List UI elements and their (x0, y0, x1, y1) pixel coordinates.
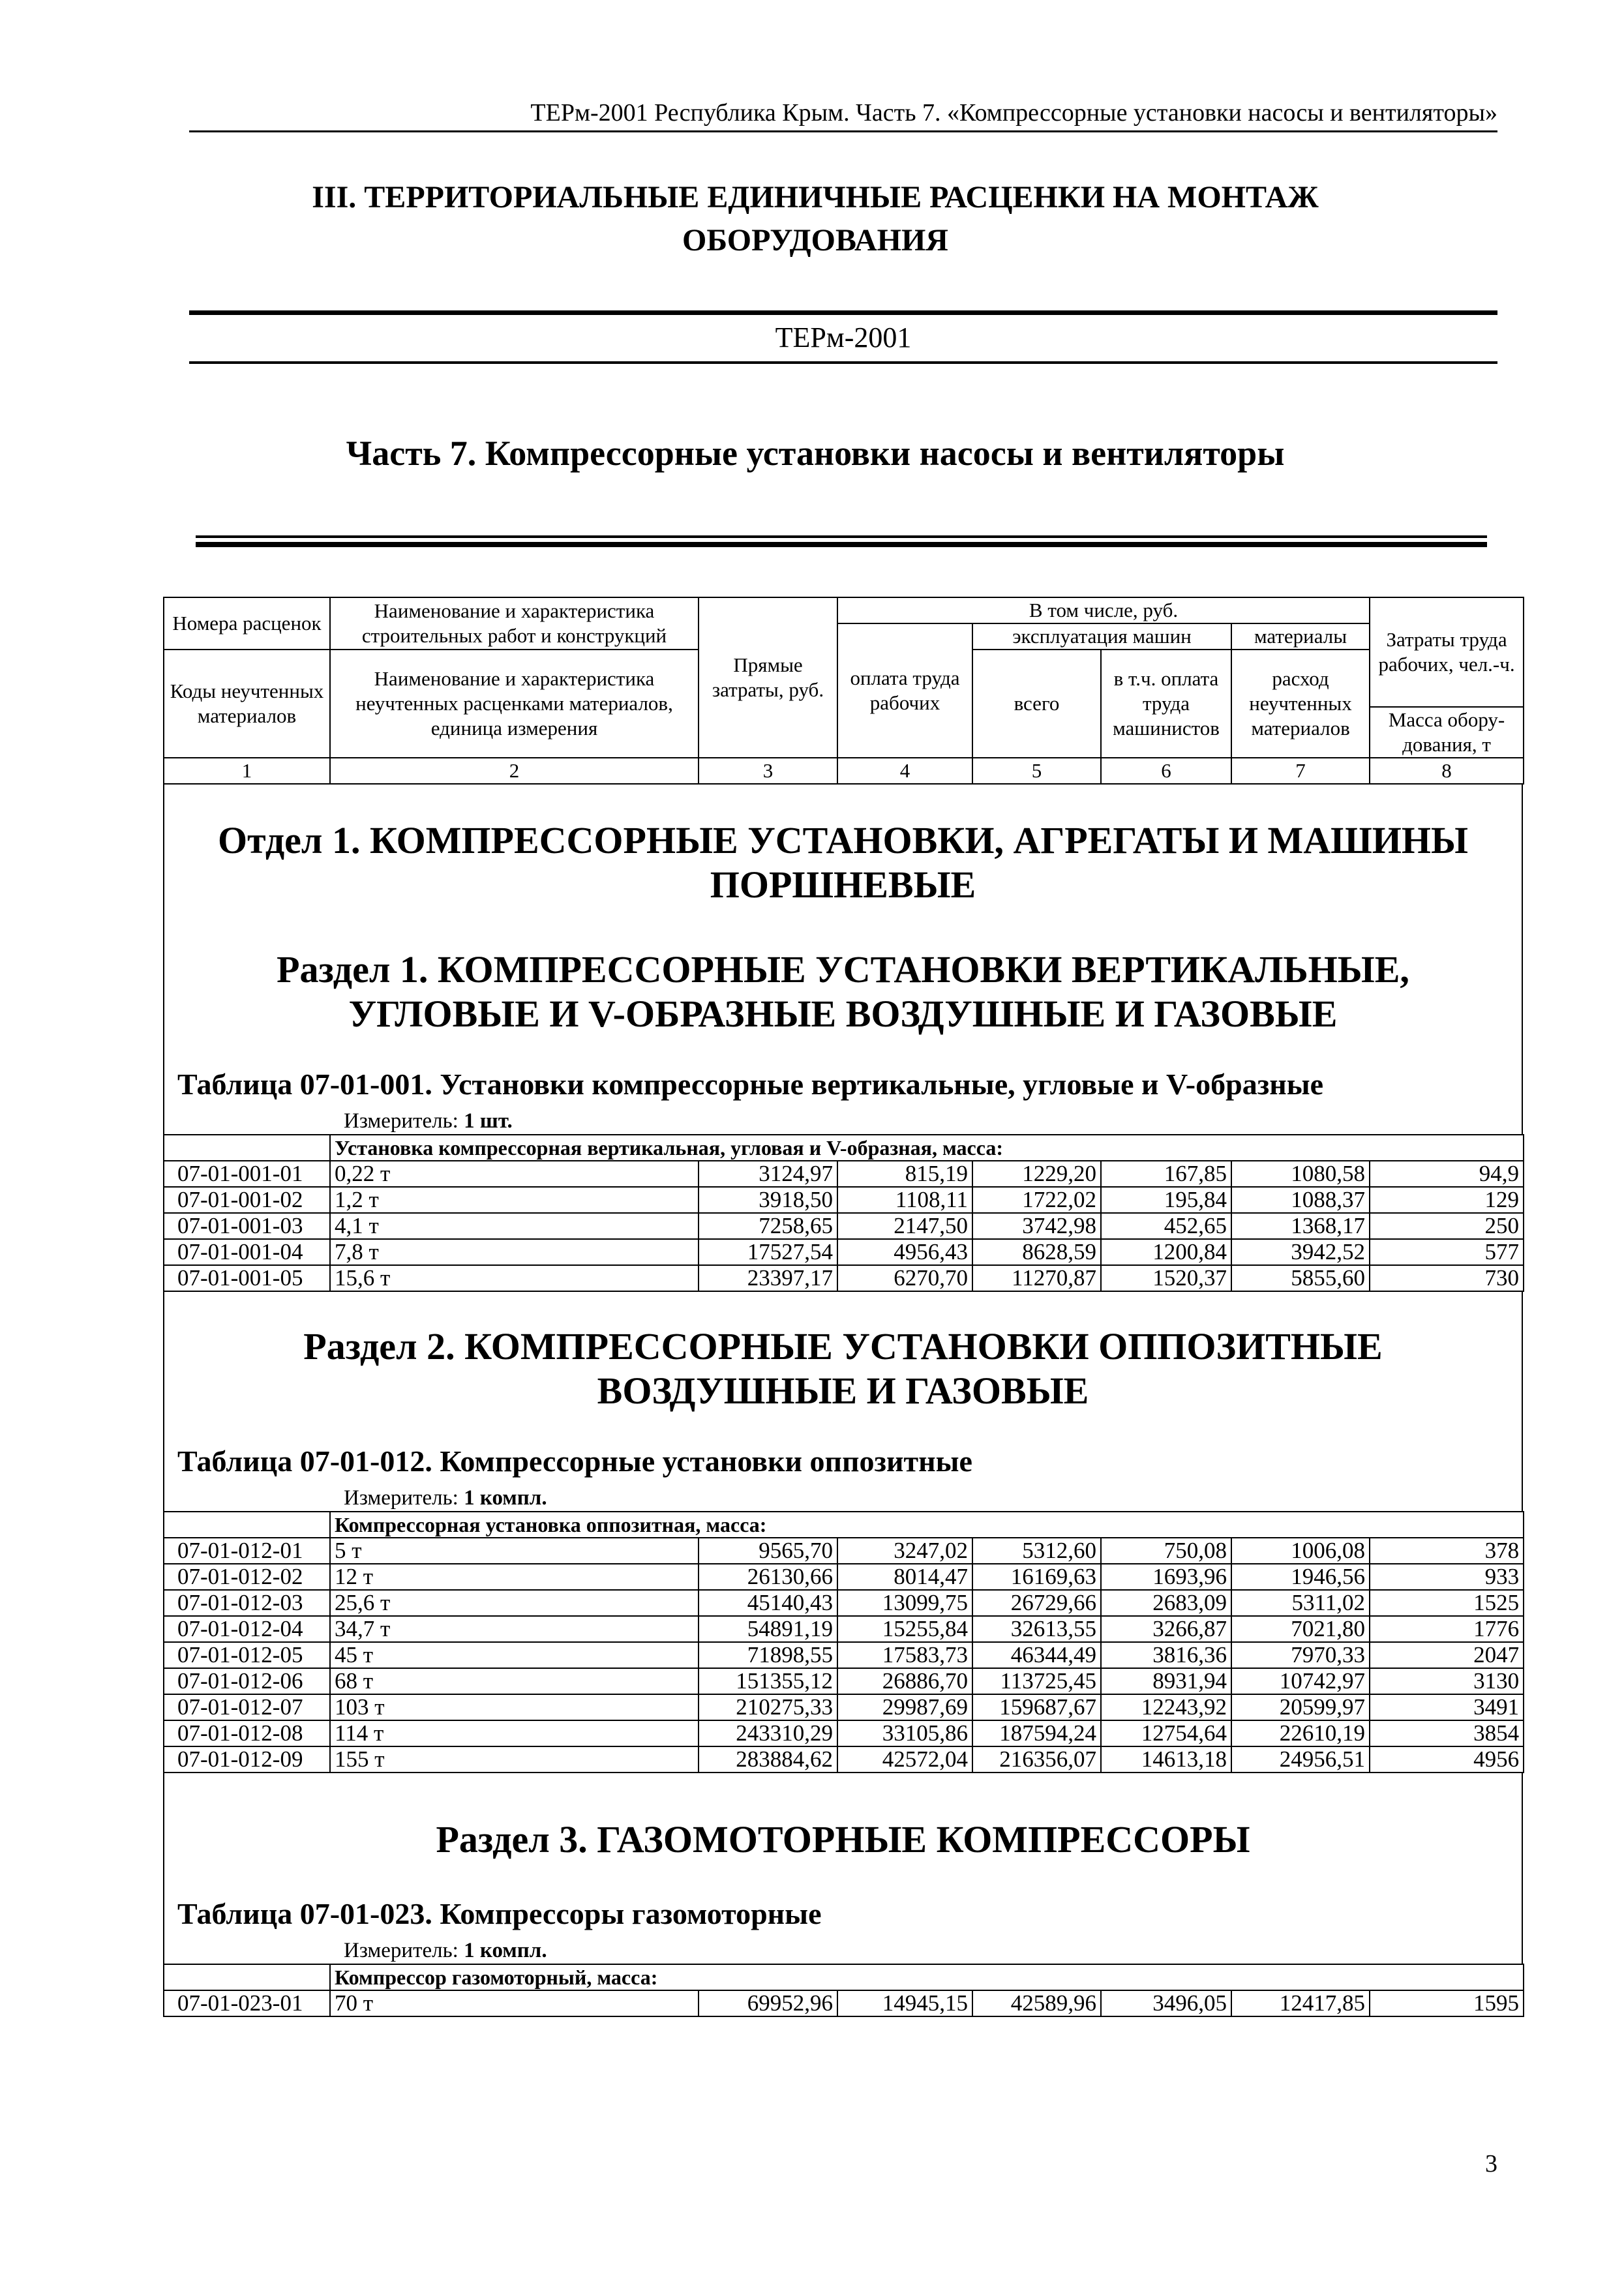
materials: 7021,80 (1231, 1616, 1370, 1642)
rate-code: 07-01-012-06 (164, 1668, 330, 1694)
workers-pay: 13099,75 (837, 1590, 972, 1616)
machines-total: 159687,67 (972, 1694, 1101, 1720)
hdr-materials: материалы (1231, 623, 1370, 650)
labor-costs: 3130 (1370, 1668, 1524, 1694)
rate-code: 07-01-012-04 (164, 1616, 330, 1642)
section-title-line2: ВОЗДУШНЫЕ И ГАЗОВЫЕ (597, 1369, 1089, 1412)
materials: 1080,58 (1231, 1161, 1370, 1187)
workers-pay: 3247,02 (837, 1538, 972, 1564)
rate-code: 07-01-012-08 (164, 1720, 330, 1746)
hdr-c2-top: Наименование и характеристика строительных работ и конструкций (330, 597, 699, 650)
hdr-c1-top: Номера расценок (164, 597, 330, 650)
rate-code: 07-01-012-05 (164, 1642, 330, 1668)
rates-sheet (163, 597, 1523, 2017)
direct-costs: 243310,29 (699, 1720, 837, 1746)
operators-pay: 3816,36 (1101, 1642, 1231, 1668)
operators-pay: 3266,87 (1101, 1616, 1231, 1642)
code-rule-top (189, 310, 1497, 315)
workers-pay: 815,19 (837, 1161, 972, 1187)
operators-pay: 1200,84 (1101, 1239, 1231, 1265)
rate-mass: 25,6 т (330, 1590, 699, 1616)
section-title-line2: УГЛОВЫЕ И V-ОБРАЗНЫЕ ВОЗДУШНЫЕ И ГАЗОВЫЕ (348, 993, 1338, 1035)
labor-costs: 577 (1370, 1239, 1524, 1265)
department-title-line1: Отдел 1. КОМПРЕССОРНЫЕ УСТАНОВКИ, АГРЕГАТЫ И МАШИНЫ (218, 819, 1468, 861)
hdr-machines: эксплуатация машин (972, 623, 1231, 650)
machines-total: 32613,55 (972, 1616, 1101, 1642)
section-title-line1: Раздел 2. КОМПРЕССОРНЫЕ УСТАНОВКИ ОППОЗИТНЫЕ (303, 1325, 1383, 1368)
labor-costs: 933 (1370, 1564, 1524, 1590)
rate-code: 07-01-012-03 (164, 1590, 330, 1616)
department-block (163, 785, 1523, 907)
header-rule (189, 130, 1497, 132)
table-row (164, 1990, 1524, 2016)
operators-pay: 452,65 (1101, 1213, 1231, 1239)
rate-code: 07-01-001-05 (164, 1265, 330, 1291)
direct-costs: 3918,50 (699, 1187, 837, 1213)
page-number: 3 (1485, 2150, 1497, 2177)
hdr-num: 1 (164, 758, 330, 784)
hdr-c3: Прямые затраты, руб. (699, 597, 837, 758)
materials: 5855,60 (1231, 1265, 1370, 1291)
machines-total: 11270,87 (972, 1265, 1101, 1291)
meter-value: 1 шт. (464, 1109, 513, 1133)
rate-mass: 70 т (330, 1990, 699, 2016)
workers-pay: 17583,73 (837, 1642, 972, 1668)
rate-mass: 114 т (330, 1720, 699, 1746)
direct-costs: 69952,96 (699, 1990, 837, 2016)
operators-pay: 8931,94 (1101, 1668, 1231, 1694)
materials: 22610,19 (1231, 1720, 1370, 1746)
part-rule-2 (196, 542, 1487, 547)
operators-pay: 12754,64 (1101, 1720, 1231, 1746)
section-main-title (163, 176, 1467, 262)
table-row (164, 1746, 1524, 1773)
direct-costs: 71898,55 (699, 1642, 837, 1668)
rate-code: 07-01-001-03 (164, 1213, 330, 1239)
section-2-title (164, 1324, 1522, 1413)
workers-pay: 29987,69 (837, 1694, 972, 1720)
workers-pay: 8014,47 (837, 1564, 972, 1590)
section-1-block (163, 907, 1523, 1134)
table-row (164, 1642, 1524, 1668)
rate-code: 07-01-023-01 (164, 1990, 330, 2016)
table-07-01-001-title: Таблица 07-01-001. Установки компрессорные вертикальные, угловые и V-образные (177, 1068, 1324, 1101)
labor-costs: 1525 (1370, 1590, 1524, 1616)
hdr-c4: оплата труда рабочих (837, 623, 972, 758)
labor-costs: 94,9 (1370, 1161, 1524, 1187)
section-title-line1: Раздел 3. ГАЗОМОТОРНЫЕ КОМПРЕССОРЫ (436, 1818, 1250, 1861)
materials: 1368,17 (1231, 1213, 1370, 1239)
table-07-01-001 (163, 1134, 1524, 1292)
machines-total: 26729,66 (972, 1590, 1101, 1616)
labor-costs: 1776 (1370, 1616, 1524, 1642)
machines-total: 46344,49 (972, 1642, 1101, 1668)
workers-pay: 15255,84 (837, 1616, 972, 1642)
rate-mass: 12 т (330, 1564, 699, 1590)
direct-costs: 17527,54 (699, 1239, 837, 1265)
hdr-num: 4 (837, 758, 972, 784)
materials: 12417,85 (1231, 1990, 1370, 2016)
machines-total: 1722,02 (972, 1187, 1101, 1213)
code-rule-bottom (189, 361, 1497, 364)
operators-pay: 195,84 (1101, 1187, 1231, 1213)
machines-total: 1229,20 (972, 1161, 1101, 1187)
section-2-block (163, 1292, 1523, 1511)
operators-pay: 2683,09 (1101, 1590, 1231, 1616)
rate-code: 07-01-012-07 (164, 1694, 330, 1720)
machines-total: 187594,24 (972, 1720, 1101, 1746)
hdr-num: 2 (330, 758, 699, 784)
machines-total: 3742,98 (972, 1213, 1101, 1239)
operators-pay: 3496,05 (1101, 1990, 1231, 2016)
table-caption: Компрессор газомоторный, масса: (330, 1964, 1524, 1990)
workers-pay: 6270,70 (837, 1265, 972, 1291)
workers-pay: 42572,04 (837, 1746, 972, 1773)
machines-total: 8628,59 (972, 1239, 1101, 1265)
table-07-01-023-title: Таблица 07-01-023. Компрессоры газомоторные (177, 1897, 822, 1930)
hdr-num: 6 (1101, 758, 1231, 784)
table-row (164, 1239, 1524, 1265)
rate-code: 07-01-001-01 (164, 1161, 330, 1187)
operators-pay: 1520,37 (1101, 1265, 1231, 1291)
meter-label: Измеритель: (344, 1939, 459, 1962)
section-1-title (164, 948, 1522, 1036)
workers-pay: 26886,70 (837, 1668, 972, 1694)
direct-costs: 45140,43 (699, 1590, 837, 1616)
materials: 1006,08 (1231, 1538, 1370, 1564)
rate-mass: 15,6 т (330, 1265, 699, 1291)
hdr-num: 7 (1231, 758, 1370, 784)
meter-label: Измеритель: (344, 1486, 459, 1510)
machines-total: 42589,96 (972, 1990, 1101, 2016)
table-row (164, 1694, 1524, 1720)
direct-costs: 9565,70 (699, 1538, 837, 1564)
rate-mass: 68 т (330, 1668, 699, 1694)
rate-mass: 5 т (330, 1538, 699, 1564)
rate-mass: 1,2 т (330, 1187, 699, 1213)
hdr-num: 8 (1370, 758, 1524, 784)
table-header (163, 597, 1524, 785)
operators-pay: 12243,92 (1101, 1694, 1231, 1720)
direct-costs: 54891,19 (699, 1616, 837, 1642)
workers-pay: 4956,43 (837, 1239, 972, 1265)
rate-code: 07-01-001-04 (164, 1239, 330, 1265)
hdr-c2-bottom: Наименование и характеристика неучтенных расценками материалов, единица измерения (330, 650, 699, 758)
main-title-line1: III. ТЕРРИТОРИАЛЬНЫЕ ЕДИНИЧНЫЕ РАСЦЕНКИ НА МОНТАЖ (312, 180, 1319, 215)
table-row (164, 1616, 1524, 1642)
hdr-c7: расход неучтенных материалов (1231, 650, 1370, 758)
section-3-block (163, 1773, 1523, 1964)
direct-costs: 151355,12 (699, 1668, 837, 1694)
materials: 3942,52 (1231, 1239, 1370, 1265)
direct-costs: 26130,66 (699, 1564, 837, 1590)
rate-code: 07-01-012-01 (164, 1538, 330, 1564)
hdr-c8-bottom: Масса обору-дования, т (1370, 707, 1524, 758)
materials: 7970,33 (1231, 1642, 1370, 1668)
direct-costs: 3124,97 (699, 1161, 837, 1187)
rate-mass: 7,8 т (330, 1239, 699, 1265)
labor-costs: 250 (1370, 1213, 1524, 1239)
labor-costs: 3491 (1370, 1694, 1524, 1720)
meter-line (164, 1937, 1522, 1964)
meter-line (164, 1485, 1522, 1511)
table-row (164, 1668, 1524, 1694)
rate-mass: 0,22 т (330, 1161, 699, 1187)
materials: 10742,97 (1231, 1668, 1370, 1694)
table-caption: Компрессорная установка оппозитная, масса: (330, 1512, 1524, 1538)
operators-pay: 14613,18 (1101, 1746, 1231, 1773)
direct-costs: 283884,62 (699, 1746, 837, 1773)
part-title: Часть 7. Компрессорные установки насосы и вентиляторы (346, 434, 1285, 473)
rate-mass: 34,7 т (330, 1616, 699, 1642)
table-caption: Установка компрессорная вертикальная, угловая и V-образная, масса: (330, 1135, 1524, 1161)
rate-code: 07-01-001-02 (164, 1187, 330, 1213)
rate-code: 07-01-012-09 (164, 1746, 330, 1773)
meter-value: 1 компл. (464, 1486, 547, 1510)
materials: 5311,02 (1231, 1590, 1370, 1616)
rate-mass: 155 т (330, 1746, 699, 1773)
running-header: ТЕРм-2001 Республика Крым. Часть 7. «Компрессорные установки насосы и вентиляторы» (530, 99, 1497, 127)
direct-costs: 7258,65 (699, 1213, 837, 1239)
labor-costs: 129 (1370, 1187, 1524, 1213)
table-row (164, 1161, 1524, 1187)
table-row (164, 1564, 1524, 1590)
workers-pay: 33105,86 (837, 1720, 972, 1746)
table-row (164, 1720, 1524, 1746)
hdr-num: 3 (699, 758, 837, 784)
table-07-01-023 (163, 1964, 1524, 2017)
rate-mass: 45 т (330, 1642, 699, 1668)
department-title-line2: ПОРШНЕВЫЕ (710, 863, 976, 906)
meter-label: Измеритель: (344, 1109, 459, 1133)
labor-costs: 3854 (1370, 1720, 1524, 1746)
direct-costs: 23397,17 (699, 1265, 837, 1291)
rate-mass: 103 т (330, 1694, 699, 1720)
meter-line (164, 1108, 1522, 1134)
hdr-c5: всего (972, 650, 1101, 758)
machines-total: 216356,07 (972, 1746, 1101, 1773)
materials: 1946,56 (1231, 1564, 1370, 1590)
department-title (164, 818, 1522, 907)
machines-total: 16169,63 (972, 1564, 1101, 1590)
labor-costs: 378 (1370, 1538, 1524, 1564)
meter-value: 1 компл. (464, 1939, 547, 1962)
labor-costs: 1595 (1370, 1990, 1524, 2016)
workers-pay: 14945,15 (837, 1990, 972, 2016)
table-row (164, 1187, 1524, 1213)
table-row (164, 1590, 1524, 1616)
hdr-c8-top: Затраты труда рабочих, чел.-ч. (1370, 597, 1524, 707)
rate-mass: 4,1 т (330, 1213, 699, 1239)
table-07-01-012-title: Таблица 07-01-012. Компрессорные установки оппозитные (177, 1444, 972, 1478)
hdr-c1-bottom: Коды неучтенных материалов (164, 650, 330, 758)
part-rule-1 (196, 535, 1487, 538)
machines-total: 5312,60 (972, 1538, 1101, 1564)
materials: 1088,37 (1231, 1187, 1370, 1213)
table-07-01-012 (163, 1511, 1524, 1773)
materials: 24956,51 (1231, 1746, 1370, 1773)
hdr-num: 5 (972, 758, 1101, 784)
table-row (164, 1213, 1524, 1239)
operators-pay: 1693,96 (1101, 1564, 1231, 1590)
section-title-line1: Раздел 1. КОМПРЕССОРНЫЕ УСТАНОВКИ ВЕРТИКАЛЬНЫЕ, (277, 948, 1409, 991)
rate-code: 07-01-012-02 (164, 1564, 330, 1590)
workers-pay: 1108,11 (837, 1187, 972, 1213)
hdr-group: В том числе, руб. (837, 597, 1370, 623)
main-title-line2: ОБОРУДОВАНИЯ (682, 223, 948, 258)
hdr-c6: в т.ч. оплата труда машинистов (1101, 650, 1231, 758)
section-3-title (164, 1818, 1522, 1862)
table-row (164, 1538, 1524, 1564)
labor-costs: 2047 (1370, 1642, 1524, 1668)
workers-pay: 2147,50 (837, 1213, 972, 1239)
labor-costs: 4956 (1370, 1746, 1524, 1773)
labor-costs: 730 (1370, 1265, 1524, 1291)
machines-total: 113725,45 (972, 1668, 1101, 1694)
materials: 20599,97 (1231, 1694, 1370, 1720)
operators-pay: 750,08 (1101, 1538, 1231, 1564)
code-title: ТЕРм-2001 (775, 322, 912, 353)
operators-pay: 167,85 (1101, 1161, 1231, 1187)
direct-costs: 210275,33 (699, 1694, 837, 1720)
table-row (164, 1265, 1524, 1291)
